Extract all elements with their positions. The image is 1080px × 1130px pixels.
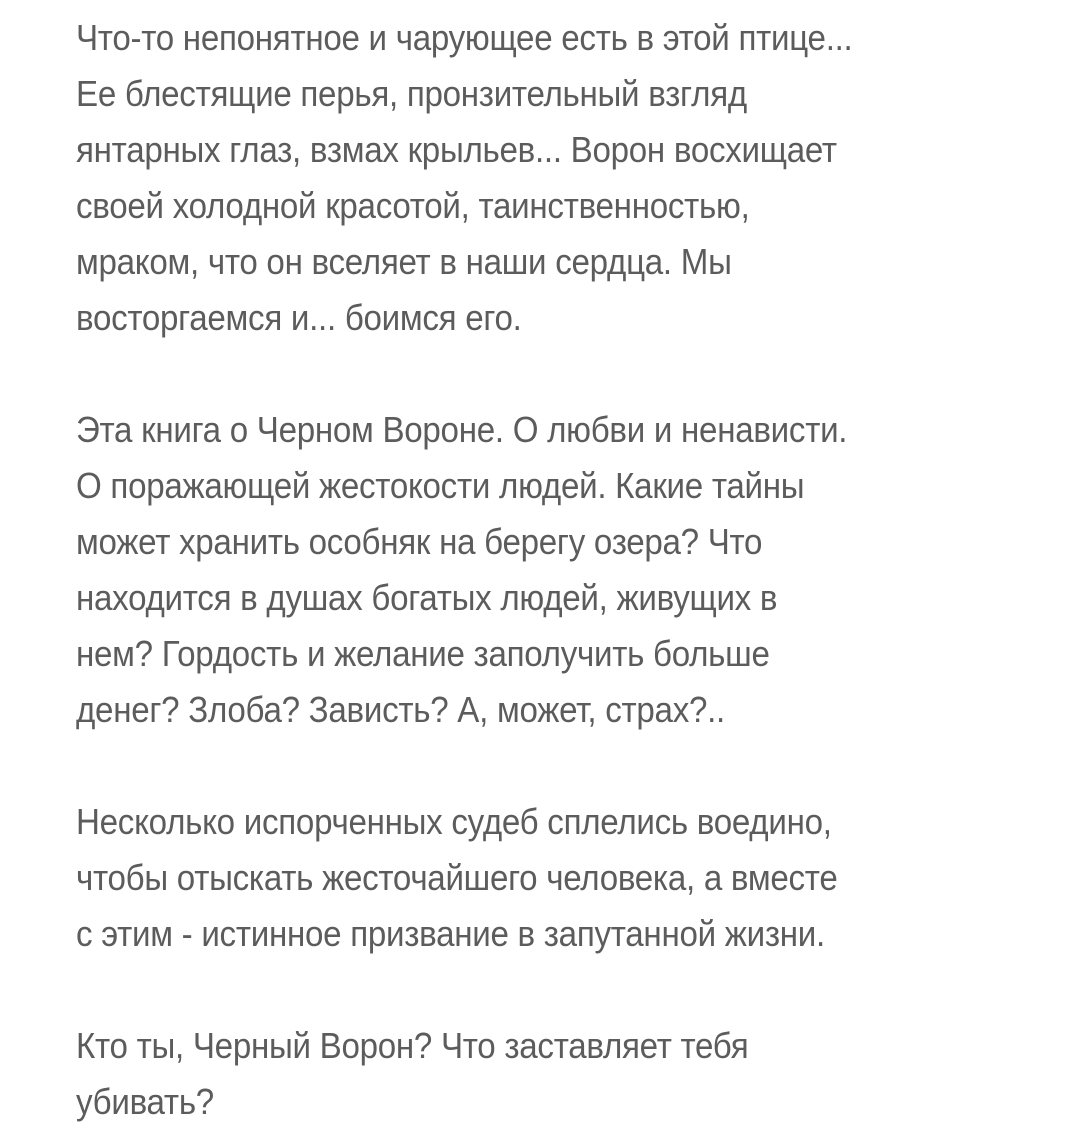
paragraph-spacer [76,346,1066,402]
text-line: О поражающей жестокости людей. Какие тайны [76,465,805,506]
text-line: нем? Гордость и желание заполучить больше [76,633,770,674]
text-line: чтобы отыскать жесточайшего человека, а вместе [76,857,838,898]
text-line: может хранить особняк на берегу озера? Что [76,521,763,562]
text-line: восторгаемся и... боимся его. [76,297,522,338]
text-line: своей холодной красотой, таинственностью, [76,185,750,226]
text-line: денег? Злоба? Зависть? А, может, страх?.. [76,689,725,730]
text-line: янтарных глаз, взмах крыльев... Ворон восхищает [76,129,837,170]
text-line: с этим - истинное призвание в запутанной жизни. [76,913,825,954]
text-line: находится в душах богатых людей, живущих в [76,577,778,618]
paragraph-4 [76,1018,1066,1130]
paragraph-spacer [76,738,1066,794]
paragraph-2 [76,402,1066,738]
text-line: Эта книга о Черном Вороне. О любви и ненависти. [76,409,848,450]
book-description [76,10,1066,1130]
text-line: Что-то непонятное и чарующее есть в этой птице... [76,17,853,58]
text-line: Кто ты, Черный Ворон? Что заставляет тебя [76,1025,749,1066]
text-line: убивать? [76,1081,214,1122]
paragraph-1 [76,10,1066,346]
paragraph-spacer [76,962,1066,1018]
paragraph-3 [76,794,1066,962]
text-line: Ее блестящие перья, пронзительный взгляд [76,73,747,114]
text-line: Несколько испорченных судеб сплелись воедино, [76,801,832,842]
text-line: мраком, что он вселяет в наши сердца. Мы [76,241,732,282]
